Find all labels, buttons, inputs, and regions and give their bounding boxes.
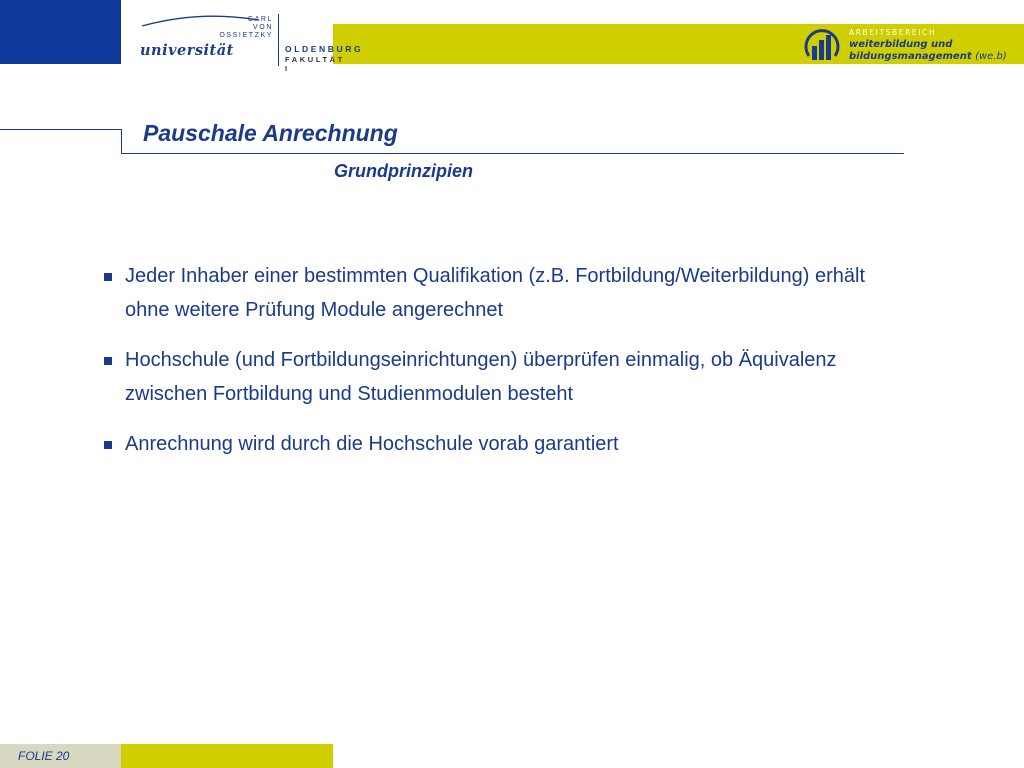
university-wordmark: universität xyxy=(140,42,234,59)
bullet-item xyxy=(100,343,900,411)
title-rule-right xyxy=(121,153,904,154)
bullet-text: Hochschule (und Fortbildungseinrichtungen) überprüfen einmalig, ob Äquivalenz zwischen Fortbildung und Studienmodulen besteht xyxy=(125,349,837,405)
bullet-text: Jeder Inhaber einer bestimmten Qualifikation (z.B. Fortbildung/Weiterbildung) erhält ohne weitere Prüfung Module angerechnet xyxy=(125,265,865,321)
university-city: OLDENBURG xyxy=(285,44,364,54)
slide-number: FOLIE 20 xyxy=(18,749,70,763)
title-rule-step xyxy=(121,129,122,154)
university-carl: CARL xyxy=(247,16,273,23)
web-logo-line3-text: bildungsmanagement xyxy=(849,51,972,62)
title-rule-left xyxy=(0,129,121,130)
bullet-text: Anrechnung wird durch die Hochschule vorab garantiert xyxy=(125,433,619,455)
web-logo-abbrev: (we.b) xyxy=(975,51,1007,62)
web-emblem-icon xyxy=(803,26,841,64)
slide-title: Pauschale Anrechnung xyxy=(143,120,398,146)
web-logo-line3 xyxy=(849,51,1007,62)
web-logo-line1: ARBEITSBEREICH xyxy=(849,28,937,37)
university-logo xyxy=(140,14,364,73)
web-logo-line2: weiterbildung und xyxy=(849,39,953,50)
slide-subtitle: Grundprinzipien xyxy=(334,161,473,181)
university-faculty: FAKULTÄT I xyxy=(285,55,345,73)
footer-olive-block xyxy=(121,744,333,768)
header-blue-block xyxy=(0,0,121,64)
bullet-item xyxy=(100,427,900,461)
web-logo xyxy=(803,26,1024,64)
university-ossietzky: OSSIETZKY xyxy=(219,32,273,39)
bullet-item xyxy=(100,259,900,327)
bullet-square-icon xyxy=(104,273,112,281)
bullet-square-icon xyxy=(104,441,112,449)
bullet-list xyxy=(100,259,900,477)
university-von: VON xyxy=(253,24,273,31)
university-divider xyxy=(278,14,279,66)
bullet-square-icon xyxy=(104,357,112,365)
